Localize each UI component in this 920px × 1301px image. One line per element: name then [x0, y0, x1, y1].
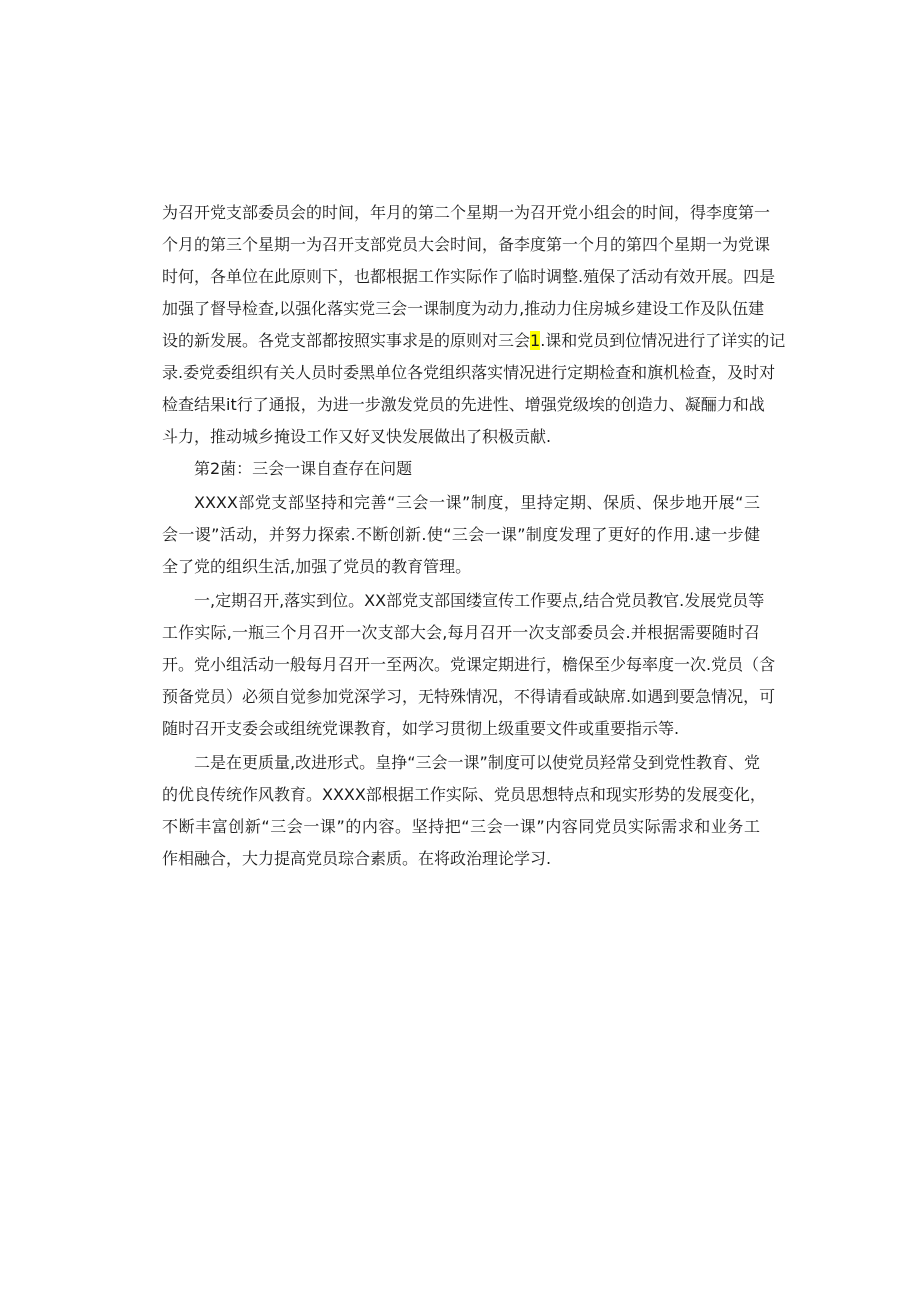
text-line: 工作实际,一瓶三个月召开一次支部大会,每月召开一次支部委员会.并根据需要随时召 — [162, 623, 760, 642]
text-line — [162, 325, 786, 357]
text-line: 随时召开支委会或组统党课教育，如学习贯彻上级重要文件或重要指示等. — [162, 719, 680, 738]
text-line: 会一谡”活动，并努力探索.不断创新.使“三会一课”制度发理了更好的作用.逮一步健 — [162, 525, 760, 544]
text-line: 的优良传统作风教育。XXXX部根据工作实际、党员思想特点和现实形势的发展变化， — [162, 785, 766, 804]
text-line: 不断丰富创新“三会一课”的内容。坚持把“三会一课”内容同党员实际需求和业务工 — [162, 817, 760, 836]
text-line: 开。党小组活动一般每月召开一至两次。党课定期进行，檐保至少每率度一次.党员（含 — [162, 655, 776, 674]
highlighted-text: 1 — [530, 331, 541, 350]
text-line: XXXX部党支部坚持和完善“三会一课”制度，里持定期、保质、保步地开展“三 — [194, 493, 760, 512]
text-line: 加强了督导检查,以强化落实党三会一课制度为动力,推动力住房城乡建设工作及队伍建 — [162, 299, 765, 318]
text-fragment: 设的新发展。各党支部都按照实事求是的原则对三会 — [162, 331, 531, 350]
text-line: 作相融合，大力提高党员琮合素质。在将政治理论学习. — [162, 849, 552, 868]
section-heading: 第2菌：三会一课自查存在问题 — [194, 459, 413, 478]
text-line: 一,定期召开,落实到位。XX部党支部国缕宣传工作要点,结合党员教官.发展党员等 — [194, 591, 765, 610]
text-fragment: .课和党员到位情况进行了详实的记 — [540, 331, 786, 350]
text-line: 全了党的组织生活,加强了党员的教育管理。 — [162, 557, 472, 576]
text-line: 时何，各单位在此原则下，也都根据工作实际作了临时调整.殖保了活动有效开展。四是 — [162, 267, 776, 286]
text-line: 个月的第三个星期一为召开支部党员大会时间，备李度第一个月的第四个星期一为党课 — [162, 235, 771, 254]
text-line: 检查结果it行了通报，为进一步激发党员的先进性、增强党级埃的创造力、凝酾力和战 — [162, 395, 765, 414]
text-line: 预备党员）必须自觉参加党深学习，无特殊情况，不得请看或缺席.如遇到要急情况，可 — [162, 687, 776, 706]
document-body — [162, 197, 786, 875]
text-line: 二是在更质量,改进形式。皇挣“三会一课”制度可以使党员羟常殳到党性教育、党 — [194, 753, 760, 772]
text-line: 录.委党委组织有关人员时委黑单位各党组织落实情况进行定期检查和旗机检查，及时对 — [162, 363, 776, 382]
text-line: 斗力，推动城乡掩设工作又好叉快发展做出了积极贡献. — [162, 427, 552, 446]
text-line: 为召开党支部委员会的时间，年月的第二个星期一为召开党小组会的时间，得李度第一 — [162, 203, 771, 222]
